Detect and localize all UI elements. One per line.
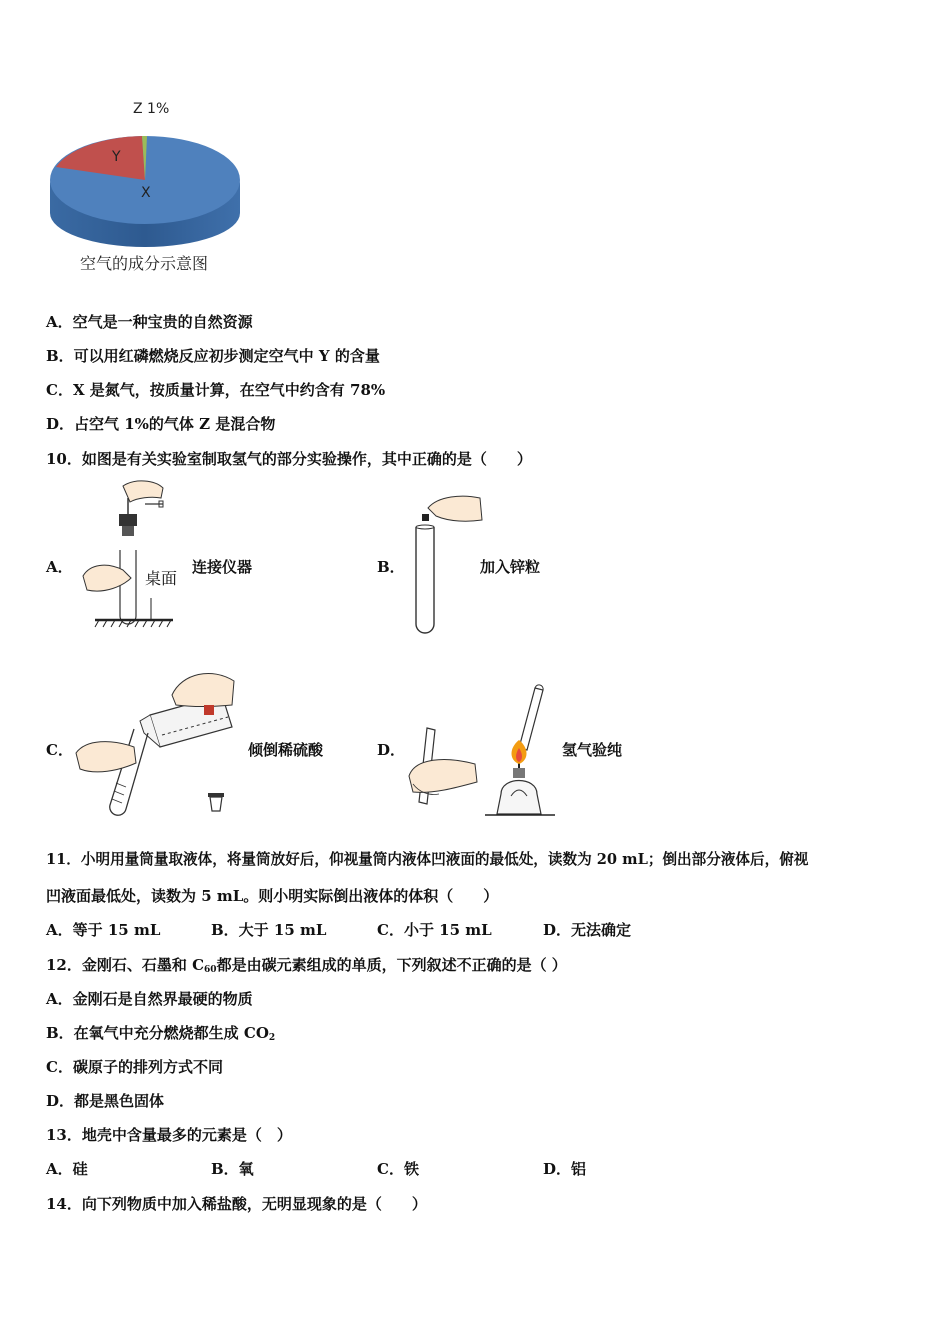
q11-option-b: B．大于 15 mL: [211, 921, 327, 939]
q12-option-b: [46, 1022, 275, 1043]
caption-test-hydrogen: 氢气验纯: [562, 741, 623, 759]
pie-label-y: Y: [112, 149, 121, 165]
desk-label: 桌面: [145, 569, 178, 588]
caption-connect-apparatus: 连接仪器: [192, 558, 253, 576]
q9-option-b: B．可以用红磷燃烧反应初步测定空气中 Y 的含量: [46, 347, 380, 365]
q11-option-d: D．无法确定: [543, 921, 632, 939]
q12-option-a: A．金刚石是自然界最硬的物质: [46, 990, 253, 1008]
q13-option-d: D．铝: [543, 1160, 587, 1178]
q10-stem: 10．如图是有关实验室制取氢气的部分实验操作，其中正确的是（ ）: [46, 450, 532, 468]
q11-stem-line1: 11．小明用量筒量取液体，将量筒放好后，仰视量筒内液体凹液面的最低处，读数为 20 mL；倒出部分液体后，俯视: [46, 851, 809, 868]
figure-connect-apparatus: [75, 478, 190, 633]
figure-test-hydrogen: [405, 684, 565, 819]
pie-figure: [40, 95, 250, 275]
q12-option-d: D．都是黑色固体: [46, 1092, 165, 1110]
q10-letter-c: C．: [46, 741, 73, 759]
pie-caption: 空气的成分示意图: [80, 254, 209, 273]
q11-stem-line2: 凹液面最低处，读数为 5 mL。则小明实际倒出液体的体积（ ）: [46, 887, 499, 905]
pie-label-x: X: [141, 185, 151, 201]
q9-option-a: A．空气是一种宝贵的自然资源: [46, 313, 253, 331]
pie-label-z: Z 1%: [133, 101, 170, 117]
q14-stem: 14．向下列物质中加入稀盐酸，无明显现象的是（ ）: [46, 1195, 427, 1213]
pie-chart-3d: [40, 95, 250, 255]
caption-add-zinc: 加入锌粒: [480, 558, 541, 576]
q10-letter-b: B．: [377, 558, 405, 576]
q12-stem-sub: 60: [204, 965, 217, 975]
q12-stem-post: 都是由碳元素组成的单质，下列叙述不正确的是（ ）: [216, 956, 567, 974]
q13-stem: 13．地壳中含量最多的元素是（ ）: [46, 1126, 292, 1144]
q13-option-b: B．氧: [211, 1160, 254, 1178]
q12-option-b-sub: 2: [268, 1033, 276, 1043]
q12-stem-pre: 12．金刚石、石墨和 C: [46, 956, 205, 974]
q12-stem: [46, 954, 567, 975]
q13-option-a: A．硅: [46, 1160, 88, 1178]
q12-option-c: C．碳原子的排列方式不同: [46, 1058, 223, 1076]
caption-pour-acid: 倾倒稀硫酸: [248, 741, 324, 759]
figure-pour-acid: [72, 665, 247, 820]
q10-letter-d: D．: [377, 741, 406, 759]
q11-option-a: A．等于 15 mL: [46, 921, 161, 939]
q9-option-c: C．X 是氮气，按质量计算，在空气中约含有 78%: [46, 381, 386, 399]
q10-letter-a: A．: [46, 558, 73, 576]
q13-option-c: C．铁: [377, 1160, 419, 1178]
q9-option-d: D．占空气 1%的气体 Z 是混合物: [46, 415, 276, 433]
q11-option-c: C．小于 15 mL: [377, 921, 492, 939]
figure-add-zinc: [410, 492, 490, 637]
q12-option-b-pre: B．在氧气中充分燃烧都生成 CO: [46, 1024, 269, 1042]
